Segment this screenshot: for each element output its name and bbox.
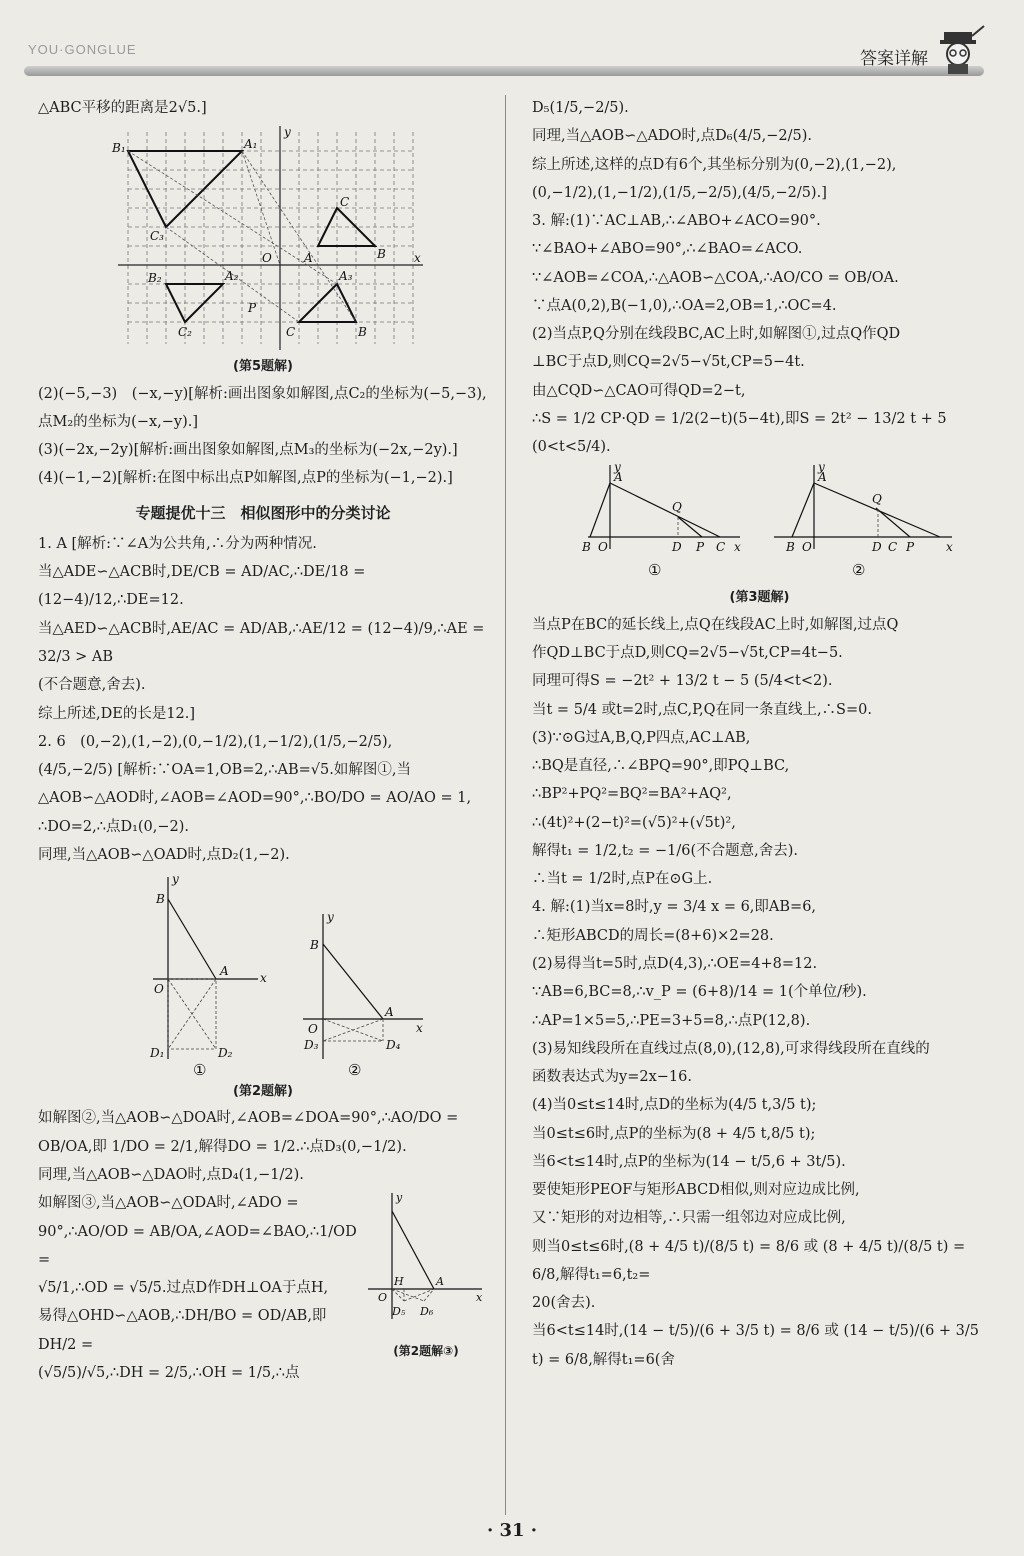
q2-line-k: √5/1,∴OD = √5/5.过点D作DH⊥OA于点H,: [38, 1280, 329, 1297]
brand-text: YOU·GONGLUE: [28, 42, 137, 57]
q3-line-a: 3. 解:(1)∵AC⊥AB,∴∠ABO+∠ACO=90°.: [532, 213, 821, 230]
label-C2: C₂: [178, 325, 192, 340]
header-bar: [24, 66, 984, 76]
q3-line-s: ∴当t = 1/2时,点P在⊙G上.: [532, 871, 713, 888]
f2c-label-H: H: [394, 1275, 404, 1289]
right-column: [532, 94, 987, 1374]
label-A3: A₃: [339, 269, 353, 284]
figure-2c-caption: (第2题解③): [393, 1343, 459, 1358]
section-heading: 专题提优十三 相似图形中的分类讨论: [135, 503, 391, 522]
q4-line-i: 当0≤t≤6时,点P的坐标为(8 + 4/5 t,8/5 t);: [532, 1125, 816, 1142]
f3-mark-1: ①: [647, 561, 661, 580]
label-B-lower: B: [358, 325, 367, 340]
q2-line-m: (√5/5)/√5,∴DH = 2/5,∴OH = 1/5,∴点: [38, 1364, 300, 1381]
q3-line-p: ∴BP²+PQ²=BQ²=BA²+AQ²,: [532, 786, 732, 803]
figure-2c-wrap: [364, 1189, 488, 1363]
q3-line-q: ∴(4t)²+(2−t)²=(√5)²+(√5t)²,: [532, 814, 736, 831]
q2-block-3: [38, 1189, 488, 1387]
q1-line-e: 综上所述,DE的长是12.]: [38, 705, 196, 722]
f3-label-B: B: [581, 540, 591, 555]
mascot-icon: [934, 24, 986, 76]
q2-line-d: ∴DO=2,∴点D₁(0,−2).: [38, 818, 190, 835]
figure-3-caption: (第3题解): [729, 590, 790, 606]
q4-line-k: 要使矩形PEOF与矩形ABCD相似,则对应边成比例,: [532, 1182, 860, 1199]
q4-line-d: ∵AB=6,BC=8,∴v_P = (6+8)/14 = 1(个单位/秒).: [532, 984, 867, 1001]
f2-label-y: y: [172, 872, 179, 887]
f3-label-C-2: C: [887, 540, 897, 555]
q2-line-i: 如解图③,当△AOB∽△ODA时,∠ADO =: [38, 1195, 299, 1212]
f3-label-D-2: D: [871, 540, 882, 555]
q3-line-o: ∴BQ是直径,∴∠BPQ=90°,即PQ⊥BC,: [532, 758, 790, 775]
f3-label-D: D: [671, 540, 682, 555]
q4-line-e: ∴AP=1×5=5,∴PE=3+5=8,∴点P(12,8).: [532, 1012, 811, 1029]
q1-line-a: 1. A [解析:∵∠A为公共角,∴分为两种情况.: [38, 535, 317, 552]
q3-line-l: 同理可得S = −2t² + 13/2 t − 5 (5/4<t<2).: [532, 673, 833, 690]
f3-label-B-2: B: [785, 540, 795, 555]
figure-3-diagrams: [560, 461, 960, 585]
f2c-label-D6: D₆: [420, 1305, 434, 1319]
q4-line-m: 则当0≤t≤6时,(8 + 4/5 t)/(8/5 t) = 8/6 或 (8 + 4/5 t)/(8/5 t) = 6/8,解得t₁=6,t₂=: [532, 1238, 966, 1283]
label-B1: B₁: [112, 141, 126, 156]
f2-mark-1: ①: [193, 1061, 207, 1080]
label-A1: A₁: [244, 137, 258, 152]
left-line-1: △ABC平移的距离是2√5.]: [38, 100, 207, 116]
f2-label-B: B: [156, 892, 165, 907]
f2-mark-2: ②: [348, 1061, 362, 1080]
q3-line-k: 作QD⊥BC于点D,则CQ=2√5−√5t,CP=4t−5.: [532, 645, 843, 662]
label-A2: A₂: [225, 269, 239, 284]
f2-label-A-2: A: [385, 1005, 394, 1020]
page-header: [0, 0, 1024, 95]
q2-line-a: 2. 6 (0,−2),(1,−2),(0,−1/2),(1,−1/2),(1/5,−2/5),: [38, 733, 393, 750]
q3-line-c: ∵∠AOB=∠COA,∴△AOB∽△COA,∴AO/CO = OB/OA.: [532, 269, 899, 286]
q3-line-g: 由△CQD∽△CAO可得QD=2−t,: [532, 382, 746, 399]
q3-line-i: (0<t<5/4).: [532, 439, 611, 456]
figure-2-diagrams: [98, 869, 428, 1079]
q3-line-j: 当点P在BC的延长线上,点Q在线段AC上时,如解图,过点Q: [532, 616, 899, 633]
f3-label-Q-2: Q: [871, 492, 882, 507]
q2-line-h: 同理,当△AOB∽△DAO时,点D₄(1,−1/2).: [38, 1166, 304, 1183]
f2-label-D1: D₁: [150, 1046, 165, 1061]
figure-2-caption: (第2题解): [233, 1084, 293, 1100]
f2-label-O: O: [154, 982, 164, 997]
q3-line-m: 当t = 5/4 或t=2时,点C,P,Q在同一条直线上,∴S=0.: [532, 701, 872, 718]
right-line-4: (0,−1/2),(1,−1/2),(1/5,−2/5),(4/5,−2/5).]: [532, 184, 827, 201]
column-divider: [505, 95, 506, 1515]
q2-line-e: 同理,当△AOB∽△OAD时,点D₂(1,−2).: [38, 846, 290, 863]
f2-label-x-2: x: [416, 1021, 423, 1036]
f3-mark-2: ②: [851, 561, 865, 580]
f2c-label-A: A: [436, 1275, 444, 1289]
q4-line-a: 4. 解:(1)当x=8时,y = 3/4 x = 6,即AB=6,: [532, 899, 817, 916]
q4-line-c: (2)易得当t=5时,点D(4,3),∴OE=4+8=12.: [532, 955, 818, 972]
label-B: B: [377, 247, 386, 262]
f2c-label-O: O: [378, 1291, 388, 1305]
f2-label-A: A: [220, 964, 229, 979]
figure-5-caption: (第5题解): [233, 359, 293, 375]
label-x: x: [414, 251, 421, 266]
f3-label-y: y: [613, 461, 621, 475]
f3-label-P: P: [695, 540, 704, 555]
q4-line-o: 当6<t≤14时,(14 − t/5)/(6 + 3/5 t) = 8/6 或 (14 − t/5)/(6 + 3/5 t) = 6/8,解得t₁=6(舍: [532, 1323, 980, 1368]
q1-line-d: (不合题意,舍去).: [38, 677, 146, 694]
f3-label-O-2: O: [801, 540, 812, 555]
q2-line-b: (4/5,−2/5) [解析:∵OA=1,OB=2,∴AB=√5.如解图①,当: [38, 762, 411, 779]
f3-label-A: A: [613, 470, 623, 485]
q4-line-b: ∴矩形ABCD的周长=(8+6)×2=28.: [532, 927, 774, 944]
q4-line-g: 函数表达式为y=2x−16.: [532, 1069, 692, 1086]
q4-line-l: 又∵矩形的对边相等,∴只需一组邻边对应成比例,: [532, 1210, 846, 1227]
label-C3: C₃: [150, 229, 164, 244]
q4-line-h: (4)当0≤t≤14时,点D的坐标为(4/5 t,3/5 t);: [532, 1097, 817, 1114]
q2-line-l: 易得△OHD∽△AOB,∴DH/BO = OD/AB,即 DH/2 =: [38, 1308, 327, 1353]
f3-label-x: x: [733, 540, 741, 555]
q2-line-j: 90°,∴AO/OD = AB/OA,∠AOD=∠BAO,∴1/OD =: [38, 1223, 357, 1268]
page-number: · 31 ·: [486, 1520, 538, 1541]
label-C-lower: C: [286, 325, 296, 340]
label-P: P: [248, 301, 257, 316]
q2-line-f: 如解图②,当△AOB∽△DOA时,∠AOB=∠DOA=90°,∴AO/DO =: [38, 1110, 459, 1127]
f2-label-D4: D₄: [386, 1038, 401, 1053]
f2-label-D3: D₃: [304, 1038, 319, 1053]
q4-line-j: 当6<t≤14时,点P的坐标为(14 − t/5,6 + 3t/5).: [532, 1153, 846, 1170]
f3-label-P-2: P: [905, 540, 914, 555]
header-title: 答案详解: [860, 49, 928, 69]
q4-line-f: (3)易知线段所在直线过点(8,0),(12,8),可求得线段所在直线的: [532, 1040, 930, 1057]
f3-label-x-2: x: [945, 540, 953, 555]
q3-line-e: (2)当点P,Q分别在线段BC,AC上时,如解图①,过点Q作QD: [532, 326, 901, 343]
figure-2c: [364, 1189, 488, 1329]
q3-line-b: ∵∠BAO+∠ABO=90°,∴∠BAO=∠ACO.: [532, 241, 803, 258]
f3-label-y-2: y: [817, 461, 825, 475]
q3-line-r: 解得t₁ = 1/2,t₂ = −1/6(不合题意,舍去).: [532, 842, 798, 859]
q1-line-b: 当△ADE∽△ACB时,DE/CB = AD/AC,∴DE/18 = (12−4)/12,∴DE=12.: [38, 564, 366, 609]
f2-label-B-2: B: [310, 938, 319, 953]
label-A: A: [304, 251, 313, 266]
right-line-3: 综上所述,这样的点D有6个,其坐标分别为(0,−2),(1,−2),: [532, 156, 897, 173]
q3-line-f: ⊥BC于点D,则CQ=2√5−√5t,CP=5−4t.: [532, 354, 805, 371]
answer-5-3: (3)(−2x,−2y)[解析:画出图象如解图,点M₃的坐标为(−2x,−2y).]: [38, 442, 458, 459]
q3-line-d: ∵点A(0,2),B(−1,0),∴OA=2,OB=1,∴OC=4.: [532, 297, 837, 314]
left-column: [38, 94, 488, 1387]
q2-line-g: OB/OA,即 1/DO = 2/1,解得DO = 1/2.∴点D₃(0,−1/2).: [38, 1138, 407, 1155]
q3-line-n: (3)∵⊙G过A,B,Q,P四点,AC⊥AB,: [532, 729, 751, 746]
q3-line-h: ∴S = 1/2 CP·QD = 1/2(2−t)(5−4t),即S = 2t² − 13/2 t + 5: [532, 410, 947, 427]
f2-label-D2: D₂: [218, 1046, 233, 1061]
q2-line-c: △AOB∽△AOD时,∠AOB=∠AOD=90°,∴BO/DO = AO/AO = 1,: [38, 790, 472, 807]
figure-5-grid: [98, 122, 428, 354]
f3-label-A-2: A: [817, 470, 827, 485]
label-B2: B₂: [148, 271, 162, 286]
answer-5-4: (4)(−1,−2)[解析:在图中标出点P如解图,点P的坐标为(−1,−2).]: [38, 470, 453, 487]
f2-label-O-2: O: [308, 1022, 318, 1037]
f3-label-C: C: [715, 540, 725, 555]
label-y: y: [284, 125, 291, 140]
right-line-2: 同理,当△AOB∽△ADO时,点D₆(4/5,−2/5).: [532, 128, 812, 145]
f2-label-x: x: [260, 971, 267, 986]
f2c-label-y: y: [396, 1191, 403, 1205]
f2-label-y-2: y: [327, 910, 334, 925]
label-C: C: [340, 195, 350, 210]
answer-5-2: (2)(−5,−3) (−x,−y)[解析:画出图象如解图,点C₂的坐标为(−5,−3),点M₂的坐标为(−x,−y).]: [38, 385, 487, 430]
f3-label-Q: Q: [671, 500, 682, 515]
f2c-label-D5: D₅: [392, 1305, 406, 1319]
q1-line-c: 当△AED∽△ACB时,AE/AC = AD/AB,∴AE/12 = (12−4)/9,∴AE = 32/3 > AB: [38, 620, 485, 665]
f3-label-O: O: [597, 540, 608, 555]
f2c-label-x: x: [476, 1291, 483, 1305]
q4-line-n: 20(舍去).: [532, 1295, 596, 1312]
right-line-1: D₅(1/5,−2/5).: [532, 100, 629, 116]
label-O: O: [262, 251, 272, 266]
